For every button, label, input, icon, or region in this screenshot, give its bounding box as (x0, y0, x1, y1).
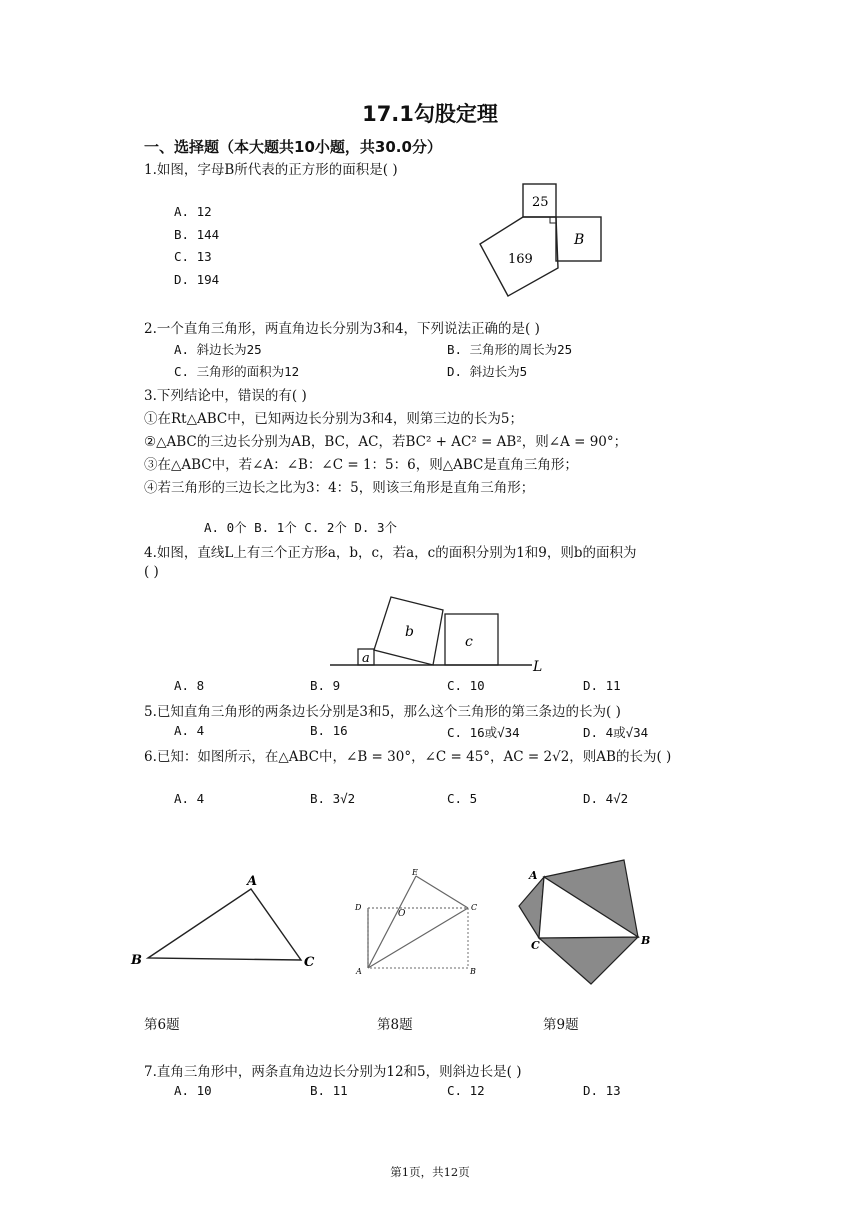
q3-statement-4: ④若三角形的三边长之比为3：4：5，则该三角形是直角三角形； (144, 480, 535, 496)
q4-label-a: a (362, 651, 370, 666)
q1-label-top: 25 (532, 195, 549, 210)
q2-option-b[interactable]: B. 三角形的周长为25 (447, 342, 573, 357)
q3-options[interactable]: A. 0个 B. 1个 C. 2个 D. 3个 (204, 520, 397, 535)
figure-6-triangle (128, 870, 328, 980)
q4-option-b[interactable]: B. 9 (310, 678, 341, 693)
q4-squares-figure (325, 588, 550, 678)
question-3-stem: 3.下列结论中，错误的有( ) (144, 388, 307, 404)
page-title: 17.1勾股定理 (362, 102, 498, 126)
fig6-label-b: B (131, 953, 142, 968)
question-1-stem: 1.如图，字母B所代表的正方形的面积是( ) (144, 162, 398, 178)
question-6-stem: 6.已知：如图所示，在△ABC中，∠B = 30°，∠C = 45°，AC = 2√2，则AB的长为( ) (144, 749, 672, 765)
fig9-label-a: A (529, 869, 538, 882)
q1-label-left: 169 (508, 252, 533, 267)
q5-option-d[interactable]: D. 4或√34 (583, 725, 649, 740)
q6-option-a[interactable]: A. 4 (174, 791, 205, 806)
figure-9-caption: 第9题 (543, 1017, 579, 1033)
q3-statement-2: ②△ABC的三边长分别为AB，BC，AC，若BC² + AC² = AB²，则∠A = 90°； (144, 434, 628, 450)
q4-label-line: L (533, 659, 543, 675)
question-5-stem: 5.已知直角三角形的两条边长分别是3和5，那么这个三角形的第三条边的长为( ) (144, 704, 621, 720)
figure-9-shaded-squares (512, 856, 662, 991)
q5-option-a[interactable]: A. 4 (174, 723, 205, 738)
q2-option-c[interactable]: C. 三角形的面积为12 (174, 364, 300, 379)
fig8-label-b: B (470, 967, 476, 976)
figure-8-rectangle (350, 866, 490, 981)
figure-8-caption: 第8题 (377, 1017, 413, 1033)
q2-option-d[interactable]: D. 斜边长为5 (447, 364, 528, 379)
q4-option-d[interactable]: D. 11 (583, 678, 621, 693)
fig6-label-a: A (247, 874, 258, 889)
q1-label-right: B (574, 232, 585, 248)
question-2-stem: 2.一个直角三角形，两直角边长分别为3和4，下列说法正确的是( ) (144, 321, 540, 337)
q3-statement-1: ①在Rt△ABC中，已知两边长分别为3和4，则第三边的长为5； (144, 411, 523, 427)
q7-option-c[interactable]: C. 12 (447, 1083, 485, 1098)
fig9-label-b: B (641, 934, 651, 947)
q1-squares-figure (470, 178, 610, 300)
fig8-label-d: D (355, 903, 362, 912)
section-heading: 一、选择题（本大题共10小题，共30.0分） (144, 138, 442, 156)
q4-label-c: c (465, 634, 473, 650)
q1-option-c[interactable]: C. 13 (174, 249, 212, 264)
figure-6-caption: 第6题 (144, 1017, 180, 1033)
q7-option-d[interactable]: D. 13 (583, 1083, 621, 1098)
q1-option-d[interactable]: D. 194 (174, 272, 220, 287)
q2-option-a[interactable]: A. 斜边长为25 (174, 342, 262, 357)
q4-label-b: b (405, 624, 414, 640)
q4-option-a[interactable]: A. 8 (174, 678, 205, 693)
fig8-label-o: O (398, 909, 406, 919)
q1-option-a[interactable]: A. 12 (174, 204, 212, 219)
fig8-label-e: E (412, 868, 418, 877)
q5-option-b[interactable]: B. 16 (310, 723, 348, 738)
question-7-stem: 7.直角三角形中，两条直角边边长分别为12和5，则斜边长是( ) (144, 1064, 522, 1080)
fig8-label-a: A (356, 967, 362, 976)
q6-option-c[interactable]: C. 5 (447, 791, 478, 806)
q7-option-b[interactable]: B. 11 (310, 1083, 348, 1098)
q1-option-b[interactable]: B. 144 (174, 227, 220, 242)
q6-option-d[interactable]: D. 4√2 (583, 791, 629, 806)
q4-option-c[interactable]: C. 10 (447, 678, 485, 693)
q3-statement-3: ③在△ABC中，若∠A：∠B：∠C = 1：5：6，则△ABC是直角三角形； (144, 457, 578, 473)
q6-option-b[interactable]: B. 3√2 (310, 791, 356, 806)
fig8-label-c: C (471, 903, 478, 912)
q5-option-c[interactable]: C. 16或√34 (447, 725, 520, 740)
fig6-label-c: C (304, 955, 315, 970)
question-4-stem-cont: ( ) (144, 564, 159, 580)
fig9-label-c: C (531, 939, 540, 952)
page-footer: 第1页，共12页 (390, 1165, 470, 1179)
q7-option-a[interactable]: A. 10 (174, 1083, 212, 1098)
question-4-stem: 4.如图，直线L上有三个正方形a，b，c，若a，c的面积分别为1和9，则b的面积为 (144, 545, 637, 561)
